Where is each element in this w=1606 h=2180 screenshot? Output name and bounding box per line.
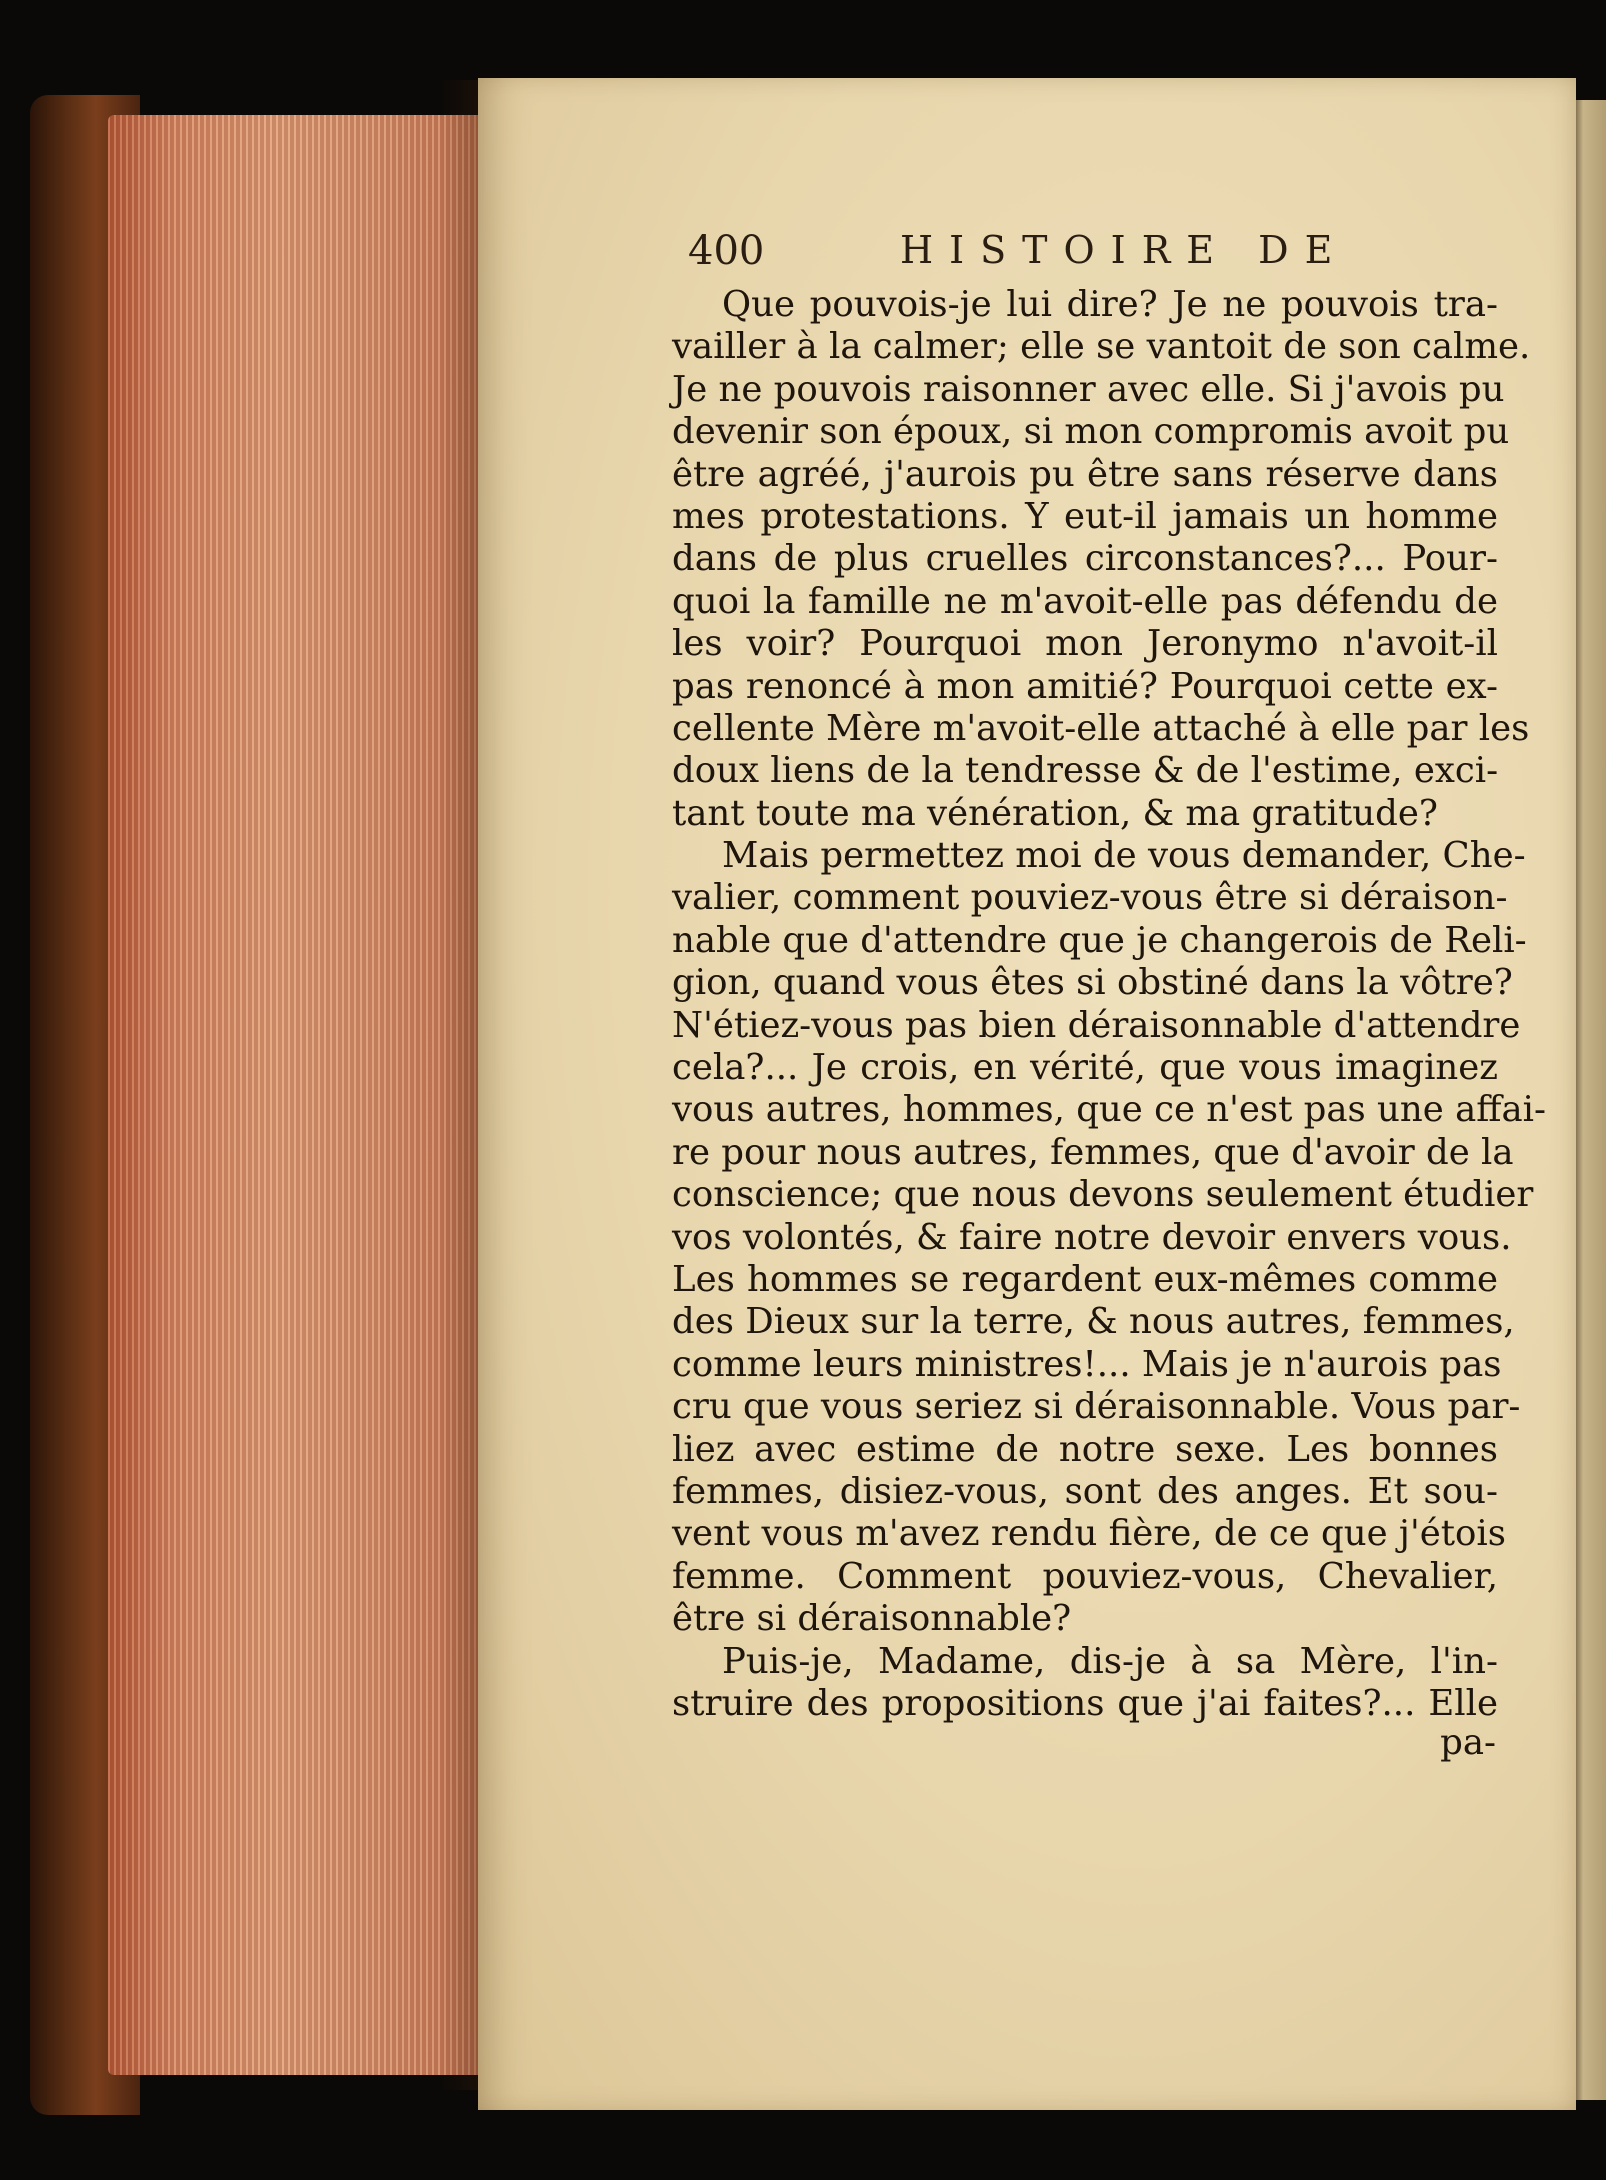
text-line: comme leurs ministres!... Mais je n'aurois pas (672, 1343, 1502, 1385)
text-line: struire des propositions que j'ai faites?... Elle (672, 1682, 1498, 1724)
text-line: quoi la famille ne m'avoit-elle pas défendu de (672, 580, 1498, 622)
text-line: cela?... Je crois, en vérité, que vous imaginez (672, 1047, 1498, 1089)
text-line: vailler à la calmer; elle se vantoit de son calme. (672, 326, 1531, 368)
text-line: N'étiez-vous pas bien déraisonnable d'attendre (672, 1004, 1521, 1046)
text-line: les voir? Pourquoi mon Jeronymo n'avoit-il (672, 623, 1498, 665)
text-line: pas renoncé à mon amitié? Pourquoi cette ex- (672, 665, 1498, 707)
text-line: valier, comment pouviez-vous être si déraison- (672, 877, 1508, 919)
text-line: doux liens de la tendresse & de l'estime, exci- (672, 750, 1499, 792)
text-line: Les hommes se regardent eux-mêmes comme (672, 1258, 1498, 1300)
text-line: Puis-je, Madame, dis-je à sa Mère, l'in- (722, 1640, 1498, 1682)
text-line: des Dieux sur la terre, & nous autres, femmes, (672, 1301, 1515, 1343)
text-line: vent vous m'avez rendu fière, de ce que j'étois (672, 1513, 1506, 1555)
text-line: être agréé, j'aurois pu être sans réserve dans (672, 453, 1498, 495)
text-line: vos volontés, & faire notre devoir envers vous. (672, 1216, 1512, 1258)
text-line: mes protestations. Y eut-il jamais un homme (672, 495, 1498, 537)
page-number: 400 (688, 228, 765, 274)
page-edges (108, 115, 480, 2075)
text-line: re pour nous autres, femmes, que d'avoir de la (672, 1131, 1514, 1173)
text-line: cellente Mère m'avoit-elle attaché à elle par les (672, 707, 1530, 749)
text-line: nable que d'attendre que je changerois de Reli- (672, 919, 1527, 961)
running-head: HISTOIRE DE (900, 228, 1349, 272)
text-line: devenir son époux, si mon compromis avoit pu (672, 411, 1510, 453)
text-line: gion, quand vous êtes si obstiné dans la vôtre? (672, 962, 1513, 1004)
text-line: liez avec estime de notre sexe. Les bonnes (672, 1428, 1498, 1470)
text-line: cru que vous seriez si déraisonnable. Vous par- (672, 1386, 1521, 1428)
text-line: Que pouvois-je lui dire? Je ne pouvois tra- (722, 284, 1498, 325)
body-text (672, 284, 1546, 1725)
text-line: tant toute ma vénération, & ma gratitude? (672, 792, 1438, 834)
catchword: pa- (1440, 1722, 1496, 1763)
text-line: femmes, disiez-vous, sont des anges. Et sou- (672, 1470, 1498, 1512)
text-line: femme. Comment pouviez-vous, Chevalier, (672, 1555, 1498, 1597)
text-line: dans de plus cruelles circonstances?... Pour- (672, 538, 1498, 580)
text-line: être si déraisonnable? (672, 1598, 1072, 1640)
text-line: Mais permettez moi de vous demander, Che- (722, 835, 1526, 877)
text-line: Je ne pouvois raisonner avec elle. Si j'avois pu (672, 368, 1505, 410)
text-line: conscience; que nous devons seulement étudier (672, 1174, 1534, 1216)
text-line: vous autres, hommes, que ce n'est pas une affai- (672, 1089, 1546, 1131)
